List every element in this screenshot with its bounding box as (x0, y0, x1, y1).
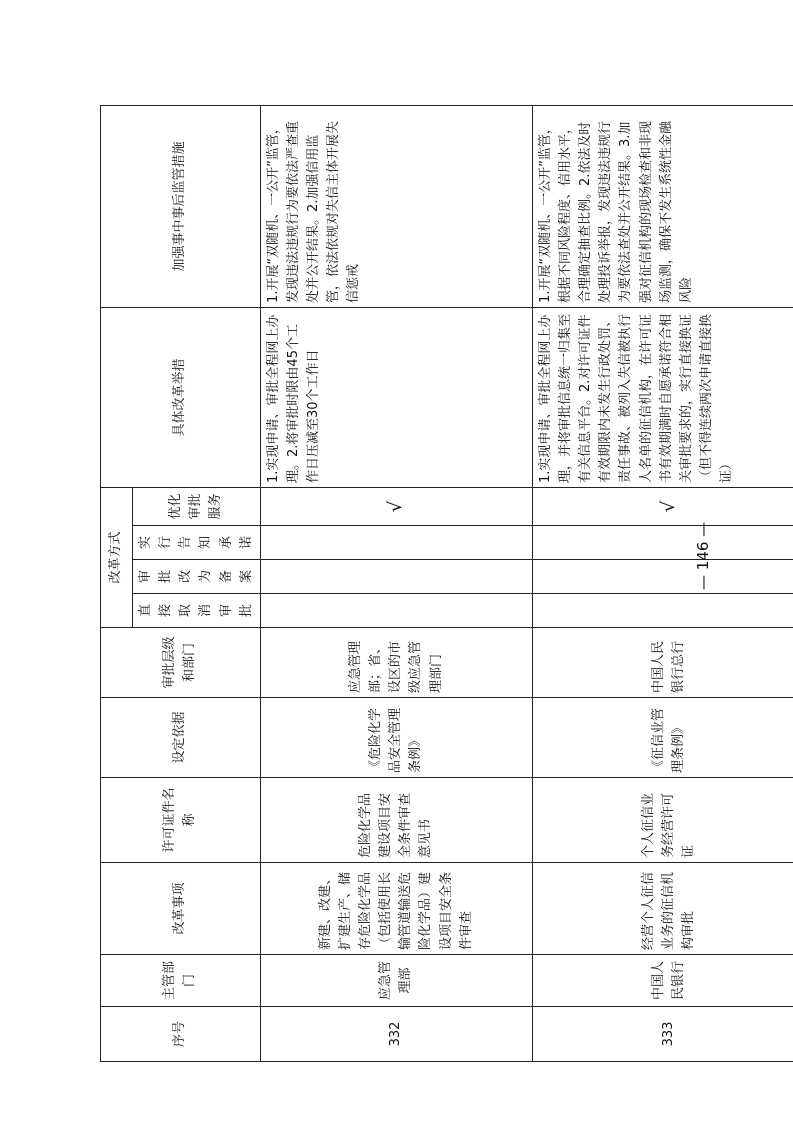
cell-mode-optimize: √ (532, 487, 793, 525)
cell-license: 个人征信业务经营许可证 (532, 778, 793, 863)
cell-measures: 1.实现申请、审批全程网上办理。2.将审批时限由45个工作日压减至30个工作日 (260, 307, 532, 487)
cell-item: 新建、改建、扩建生产、储存危险化学品（包括使用长输管道输送危险化学品）建设项目安全条件审查 (260, 863, 532, 955)
cell-measures: 1.实现申请、审批全程网上办理，并将审批信息统一归集至有关信息平台。2.对许可证件有效期限内未发生行政处罚、责任事故、被列入失信被执行人名单的征信机构，在许可证书有效期满时自愿承诺符合相关审批要求的，实行直接换证（但不得连续两次申请直接换证） (532, 307, 793, 487)
reform-table (100, 105, 793, 1062)
cell-license: 危险化学品建设项目安全条件审查意见书 (260, 778, 532, 863)
header-dept: 主管部门 (101, 955, 261, 1007)
cell-dept: 中国人民银行 (532, 955, 793, 1007)
header-license: 许可证件名称 (101, 778, 261, 863)
cell-seq: 333 (532, 1007, 793, 1062)
cell-mode-optimize: √ (260, 487, 532, 525)
cell-level: 应急管理部；省、设区的市级应急管理部门 (260, 628, 532, 698)
table-row (260, 105, 532, 1061)
header-mode-group: 改革方式 (101, 487, 133, 627)
header-basis: 设定依据 (101, 698, 261, 778)
cell-basis: 《征信业管理条例》 (532, 698, 793, 778)
cell-mode-cancel (532, 594, 793, 628)
header-mode-optimize: 优化审批服务 (133, 487, 261, 525)
page-number-container (694, 521, 754, 590)
cell-seq: 332 (260, 1007, 532, 1062)
rotated-table-container (100, 106, 740, 1062)
header-supervision: 加强事中事后监管措施 (101, 105, 261, 307)
cell-mode-record (260, 560, 532, 594)
cell-item: 经营个人征信业务的征信机构审批 (532, 863, 793, 955)
header-mode-promise: 实行告知承诺 (133, 526, 261, 560)
cell-mode-promise (260, 526, 532, 560)
header-level: 审批层级和部门 (101, 628, 261, 698)
header-row-1 (101, 105, 133, 1061)
cell-supervision: 1.开展“双随机、一公开”监管，根据不同风险程度、信用水平，合理确定抽查比例。2.依法及时处理投诉举报，发现违法违规行为要依法查处并公开结果。3.加强对征信机构的现场检查和非现场监测，确保不发生系统性金融风险 (532, 105, 793, 307)
header-measures: 具体改革举措 (101, 307, 261, 487)
cell-basis: 《危险化学品安全管理条例》 (260, 698, 532, 778)
cell-mode-cancel (260, 594, 532, 628)
header-mode-cancel: 直接取消审批 (133, 594, 261, 628)
header-mode-record: 审批改为备案 (133, 560, 261, 594)
cell-supervision: 1.开展“双随机、一公开”监管，发现违法违规行为要依法严查重处并公开结果。2.加强信用监管，依法依规对失信主体开展失信惩戒 (260, 105, 532, 307)
cell-dept: 应急管理部 (260, 955, 532, 1007)
page-number: — 146 — (694, 521, 712, 590)
cell-level: 中国人民银行总行 (532, 628, 793, 698)
header-item: 改革事项 (101, 863, 261, 955)
header-seq: 序号 (101, 1007, 261, 1062)
